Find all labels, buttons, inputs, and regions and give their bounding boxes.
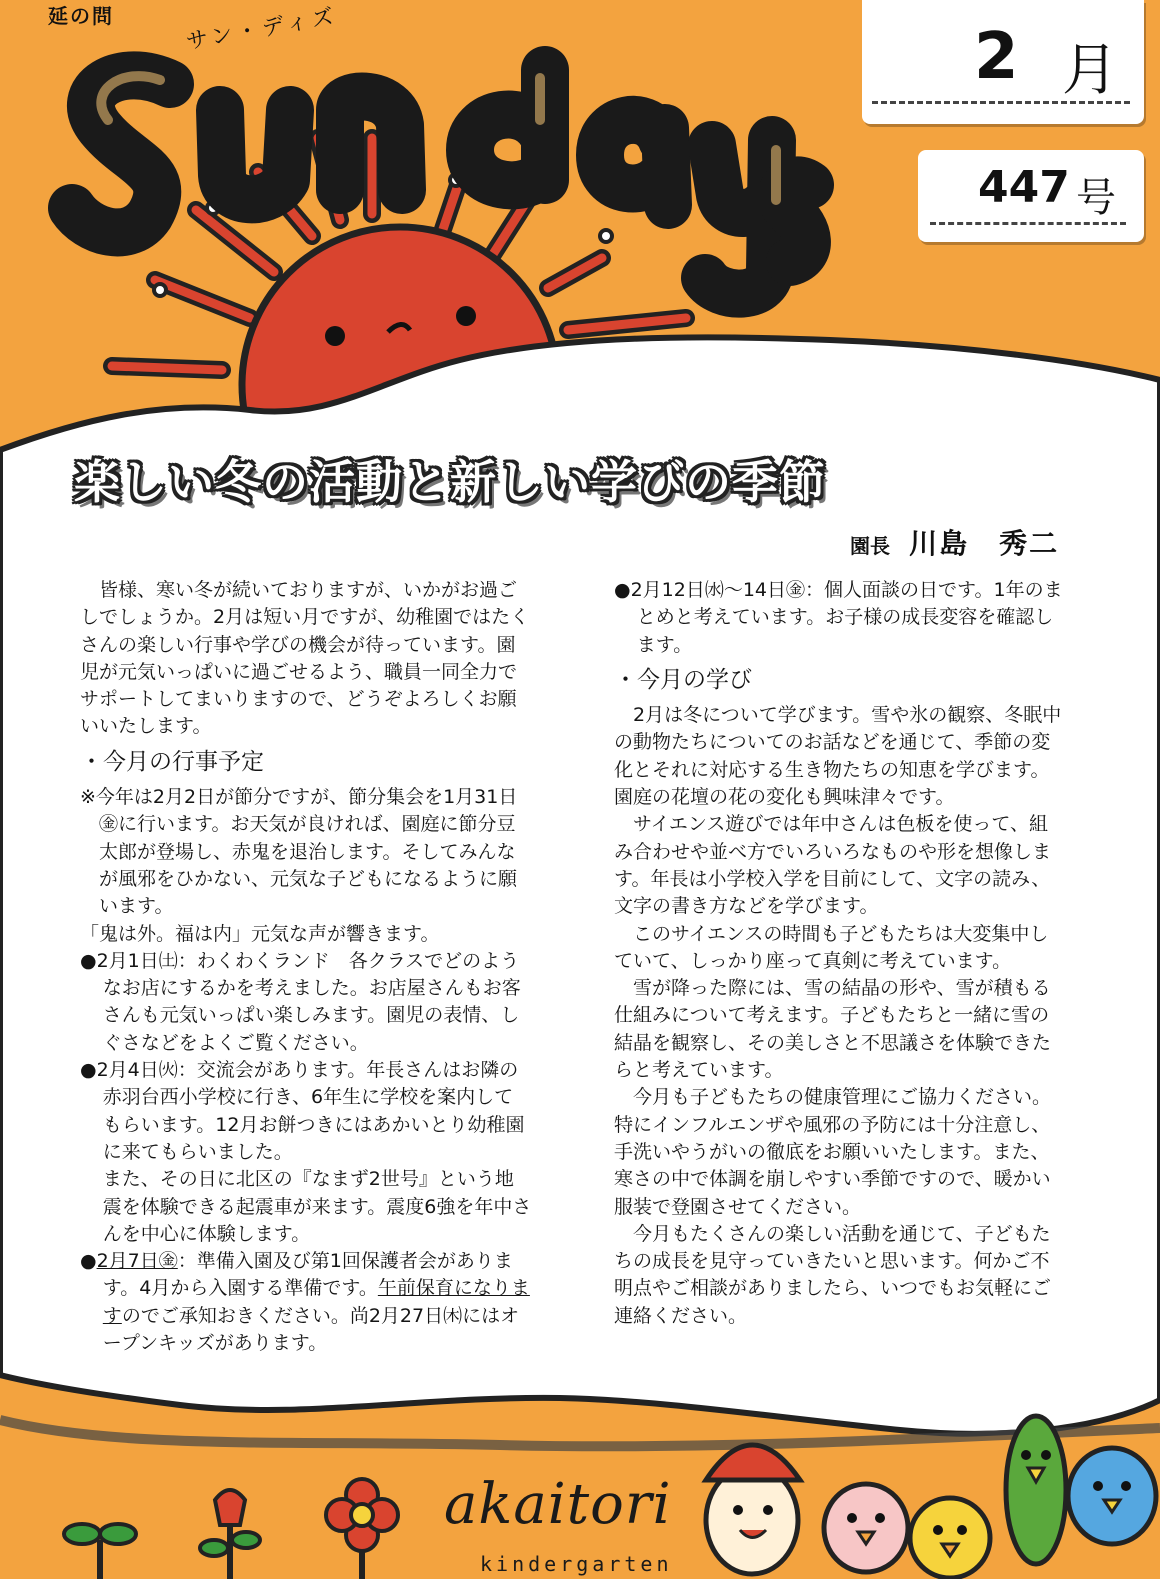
akaitori-logo: akaitori <box>444 1472 672 1537</box>
event-item: ●2月4日㈫：交流会があります。年長さんはお隣の赤羽台西小学校に行き、6年生に学校を案内してもらいます。12月お餅つきにはあかいとり幼稚園に来てもらいました。 <box>80 1059 525 1163</box>
issue-box <box>918 150 1144 242</box>
issue-unit: 号 <box>1076 175 1116 221</box>
month-box <box>862 0 1144 124</box>
intro-paragraph: 皆様、寒い冬が続いておりますが、いかがお過ごしでしょうか。2月は短い月ですが、幼稚園ではたくさんの楽しい行事や学びの機会が待っています。園児が元気いっぱいに過ごせるよう、職員一同全力でサポートしてまいりますので、どうぞよろしくお願いいたします。 <box>80 579 530 738</box>
logo-furigana: サン・ディズ <box>184 3 340 56</box>
learning-paragraph: 今月もたくさんの楽しい活動を通じて、子どもたちの成長を見守っていきたいと思います。何かご不明点やご相談がありましたら、いつでもお気軽にご連絡ください。 <box>614 1222 1052 1327</box>
kindergarten-label: kindergarten <box>480 1552 673 1576</box>
issue-number: 447 <box>978 162 1070 213</box>
author-name: 川島 秀二 <box>909 527 1060 560</box>
event-text: ：準備入園及び第1回保護者会があります。4月から入園する準備です。 <box>102 1250 513 1300</box>
setsubun-note: ※今年は2月2日が節分ですが、節分集会を1月31日㊎に行います。お天気が良ければ、園庭に節分豆太郎が登場し、赤鬼を退治します。そしてみんなが風邪をひかない、元気な子どもになるように願います。 <box>80 786 518 918</box>
learning-paragraph: 今月も子どもたちの健康管理にご協力ください。特にインフルエンザや風邪の予防には十分注意し、手洗いやうがいの徹底をお願いいたします。また、寒さの中で体調を崩しやすい季節ですので、暖かい服装で登園させてください。 <box>614 1086 1052 1218</box>
sun-eye-right <box>456 306 476 326</box>
bullet-mark: ● <box>80 1250 97 1273</box>
setsubun-quote: 「鬼は外。福は内」元気な声が響きます。 <box>80 922 440 945</box>
right-column <box>614 577 1066 1330</box>
issue-dashed-line <box>930 222 1126 225</box>
author-byline <box>850 522 1059 562</box>
red-hat-character-icon <box>706 1445 800 1574</box>
sun-eye-left <box>325 326 345 346</box>
learning-paragraph: 雪が降った際には、雪の結晶の形や、雪が積もる仕組みについて考えます。子どもたちと一緒に雪の結晶を観察し、その美しさと不思議さを体験できたらと考えています。 <box>614 977 1052 1082</box>
event-underlined-text: 午前保育になります <box>102 1277 530 1327</box>
month-number: 2 <box>974 20 1019 94</box>
learning-paragraph: 2月は冬について学びます。雪や氷の観察、冬眠中の動物たちについてのお話などを通じて、季節の変化とそれに対応する生き物たちの知恵を学びます。園庭の花壇の花の変化も興味津々です。 <box>614 704 1062 809</box>
event-text: のでご承知おきください。尚2月27日㈭にはオープンキッズがあります。 <box>102 1304 520 1355</box>
pink-bird-character-icon <box>824 1484 908 1572</box>
month-dashed-line <box>872 101 1130 104</box>
blue-bird-character-icon <box>1068 1448 1156 1544</box>
learning-heading: ・今月の学び <box>614 666 752 693</box>
events-heading: ・今月の行事予定 <box>80 748 264 775</box>
learning-paragraph: このサイエンスの時間も子どもたちは大変集中していて、しっかり座って真剣に考えています。 <box>614 922 1049 972</box>
event-item: ●2月1日㈯：わくわくランド 各クラスでどのようなお店にするかを考えました。お店屋さんもお客さんも元気いっぱい楽しみます。園児の表情、しぐさなどをよくご覧ください。 <box>80 949 521 1054</box>
yellow-chick-character-icon <box>910 1498 990 1578</box>
green-bird-character-icon <box>1006 1416 1066 1564</box>
event-item <box>80 1248 532 1357</box>
event-item: ●2月12日㈬～14日㊎：個人面談の日です。1年のまとめと考えています。お子様の成長変容を確認します。 <box>614 579 1063 656</box>
left-column <box>80 577 532 1357</box>
event-item-extra: また、その日に北区の『なまず2世号』という地震を体験できる起震車が来ます。震度6強を年中さんを中心に体験します。 <box>102 1168 532 1245</box>
learning-paragraph: サイエンス遊びでは年中さんは色板を使って、組み合わせや並べ方でいろいろなものや形を想像します。年長は小学校入学を目前にして、文字の読み、文字の書き方などを学びます。 <box>614 813 1052 918</box>
author-role: 園長 <box>850 534 890 558</box>
event-date: 2月7日㊎ <box>96 1250 178 1273</box>
article-headline: 楽しい冬の活動と新しい学びの季節 <box>74 455 826 509</box>
month-unit: 月 <box>1062 38 1118 103</box>
header-topline: 延の問 <box>48 4 114 28</box>
